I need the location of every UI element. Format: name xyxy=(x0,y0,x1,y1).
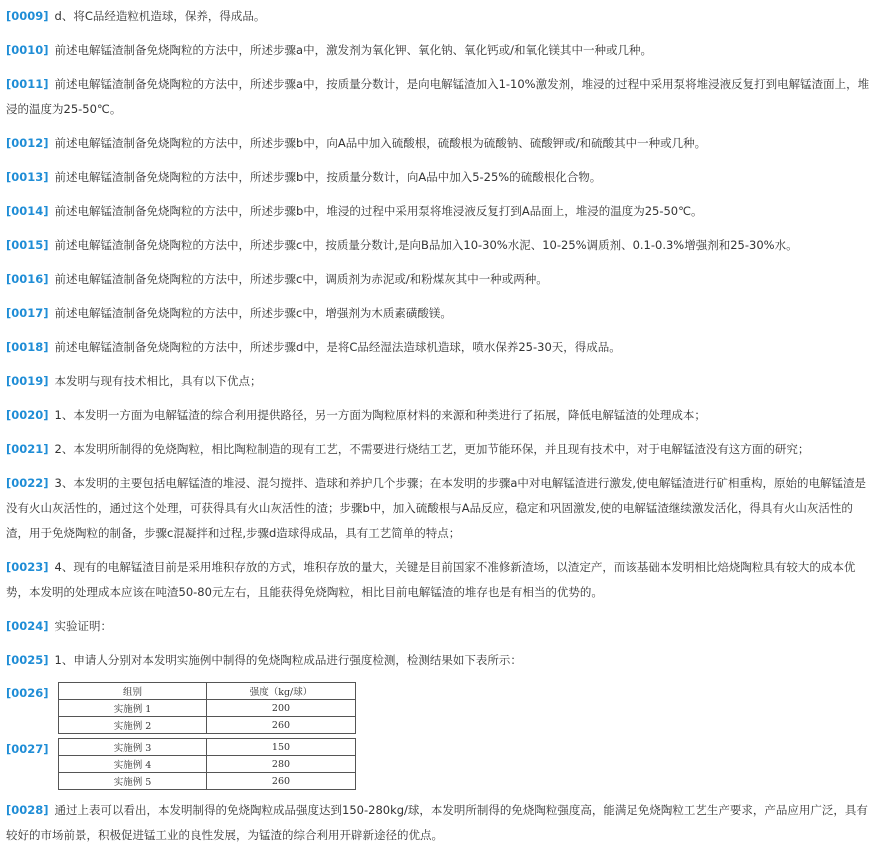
header-group: 组别 xyxy=(59,683,207,700)
paragraph-text: 前述电解锰渣制备免烧陶粒的方法中，所述步骤a中，激发剂为氧化钾、氧化钠、氧化钙或/和氧化镁其中一种或几种。 xyxy=(54,43,652,57)
paragraph-number: [0014] xyxy=(6,204,49,218)
paragraph xyxy=(6,4,872,29)
paragraph-number: [0009] xyxy=(6,9,49,23)
paragraph xyxy=(6,131,872,156)
paragraph-number: [0013] xyxy=(6,170,49,184)
paragraph-text: 本发明与现有技术相比，具有以下优点； xyxy=(54,374,262,388)
table-header-row xyxy=(59,683,356,700)
paragraph-text: 通过上表可以看出，本发明制得的免烧陶粒成品强度达到150-280kg/球，本发明所制得的免烧陶粒强度高，能满足免烧陶粒工艺生产要求，产品应用广泛，具有较好的市场前景，积极促进锰工业的良性发展，为锰渣的综合利用开辟新途径的优点。 xyxy=(6,803,868,842)
paragraph-text: 前述电解锰渣制备免烧陶粒的方法中，所述步骤d中，是将C品经湿法造球机造球，喷水保养25-30天，得成品。 xyxy=(54,340,621,354)
paragraph xyxy=(6,199,872,224)
paragraph-number: [0016] xyxy=(6,272,49,286)
paragraph xyxy=(6,369,872,394)
paragraph xyxy=(6,403,872,428)
paragraph-text: 1、申请人分别对本发明实施例中制得的免烧陶粒成品进行强度检测，检测结果如下表所示： xyxy=(54,653,522,667)
paragraph-text: 前述电解锰渣制备免烧陶粒的方法中，所述步骤b中，按质量分数计，向A品中加入5-25%的硫酸根化合物。 xyxy=(54,170,602,184)
paragraph-text: 1、本发明一方面为电解锰渣的综合利用提供路径，另一方面为陶粒原材料的来源和种类进行了拓展，降低电解锰渣的处理成本； xyxy=(54,408,706,422)
cell-strength: 200 xyxy=(207,700,356,717)
paragraph-text: 实验证明： xyxy=(54,619,113,633)
paragraph xyxy=(6,301,872,326)
paragraph-number: [0028] xyxy=(6,803,49,817)
cell-strength: 260 xyxy=(207,773,356,790)
cell-strength: 260 xyxy=(207,717,356,734)
cell-group: 实施例 4 xyxy=(59,756,207,773)
paragraph-text: 4、现有的电解锰渣目前是采用堆积存放的方式，堆积存放的量大，关键是目前国家不准修新渣场，以渣定产，而该基础本发明相比焙烧陶粒具有较大的成本优势，本发明的处理成本应该在吨渣50-80元左右，且能获得免烧陶粒，相比目前电解锰渣的堆存也是有相当的优势的。 xyxy=(6,560,856,599)
paragraph-text: 前述电解锰渣制备免烧陶粒的方法中，所述步骤c中，按质量分数计,是向B品加入10-30%水泥、10-25%调质剂、0.1-0.3%增强剂和25-30%水。 xyxy=(54,238,798,252)
paragraph-text: 3、本发明的主要包括电解锰渣的堆浸、混匀搅拌、造球和养护几个步骤；在本发明的步骤a中对电解锰渣进行激发,使电解锰渣进行矿相重构，原始的电解锰渣是没有火山灰活性的，通过这个处理，可获得具有火山灰活性的渣；步骤b中，加入硫酸根与A品反应，稳定和巩固激发,使的电解锰渣继续激发活化，得具有火山灰活性的渣，用于免烧陶粒的制备，步骤c混凝拌和过程,步骤d造球得成品，具有工艺简单的特点； xyxy=(6,476,867,540)
table-row xyxy=(59,700,356,717)
paragraph xyxy=(6,165,872,190)
strength-table-1 xyxy=(58,682,356,734)
header-strength: 强度（kg/球） xyxy=(207,683,356,700)
paragraph-number: [0023] xyxy=(6,560,49,574)
paragraph xyxy=(6,335,872,360)
paragraph-number: [0021] xyxy=(6,442,49,456)
paragraph-number: [0017] xyxy=(6,306,49,320)
paragraph-list xyxy=(6,798,872,848)
table-row xyxy=(59,739,356,756)
paragraph xyxy=(6,72,872,122)
paragraph-number: [0015] xyxy=(6,238,49,252)
paragraph-text: 前述电解锰渣制备免烧陶粒的方法中，所述步骤c中，调质剂为赤泥或/和粉煤灰其中一种或两种。 xyxy=(54,272,548,286)
strength-table-2 xyxy=(58,738,356,790)
paragraph xyxy=(6,798,872,848)
paragraph-text: 2、本发明所制得的免烧陶粒，相比陶粒制造的现有工艺，不需要进行烧结工艺，更加节能环保，并且现有技术中，对于电解锰渣没有这方面的研究； xyxy=(54,442,810,456)
paragraph xyxy=(6,267,872,292)
paragraph-number: [0018] xyxy=(6,340,49,354)
paragraph-number: [0026] xyxy=(6,686,49,700)
paragraph xyxy=(6,555,872,605)
paragraph-number: [0027] xyxy=(6,742,49,756)
paragraph xyxy=(6,38,872,63)
paragraph-number: [0011] xyxy=(6,77,49,91)
paragraph-number: [0022] xyxy=(6,476,49,490)
paragraph-list xyxy=(6,4,872,673)
cell-strength: 150 xyxy=(207,739,356,756)
paragraph xyxy=(6,437,872,462)
cell-group: 实施例 1 xyxy=(59,700,207,717)
table-block-0026 xyxy=(6,682,872,734)
table-row xyxy=(59,756,356,773)
cell-group: 实施例 2 xyxy=(59,717,207,734)
paragraph-text: 前述电解锰渣制备免烧陶粒的方法中，所述步骤c中，增强剂为木质素磺酸镁。 xyxy=(54,306,452,320)
paragraph-number: [0010] xyxy=(6,43,49,57)
cell-group: 实施例 3 xyxy=(59,739,207,756)
cell-strength: 280 xyxy=(207,756,356,773)
paragraph-number: [0024] xyxy=(6,619,49,633)
paragraph xyxy=(6,648,872,673)
paragraph xyxy=(6,614,872,639)
paragraph-text: d、将C品经造粒机造球，保养，得成品。 xyxy=(54,9,266,23)
table-row xyxy=(59,773,356,790)
paragraph-number: [0019] xyxy=(6,374,49,388)
table-block-0027 xyxy=(6,738,872,790)
paragraph-number: [0025] xyxy=(6,653,49,667)
paragraph-number: [0012] xyxy=(6,136,49,150)
paragraph xyxy=(6,471,872,546)
paragraph-text: 前述电解锰渣制备免烧陶粒的方法中，所述步骤b中，堆浸的过程中采用泵将堆浸液反复打到A品面上，堆浸的温度为25-50℃。 xyxy=(54,204,703,218)
paragraph-number: [0020] xyxy=(6,408,49,422)
paragraph xyxy=(6,233,872,258)
paragraph-text: 前述电解锰渣制备免烧陶粒的方法中，所述步骤a中，按质量分数计，是向电解锰渣加入1-10%激发剂，堆浸的过程中采用泵将堆浸液反复打到电解锰渣面上，堆浸的温度为25-50℃。 xyxy=(6,77,870,116)
cell-group: 实施例 5 xyxy=(59,773,207,790)
paragraph-text: 前述电解锰渣制备免烧陶粒的方法中，所述步骤b中，向A品中加入硫酸根，硫酸根为硫酸钠、硫酸钾或/和硫酸其中一种或几种。 xyxy=(54,136,707,150)
table-row xyxy=(59,717,356,734)
